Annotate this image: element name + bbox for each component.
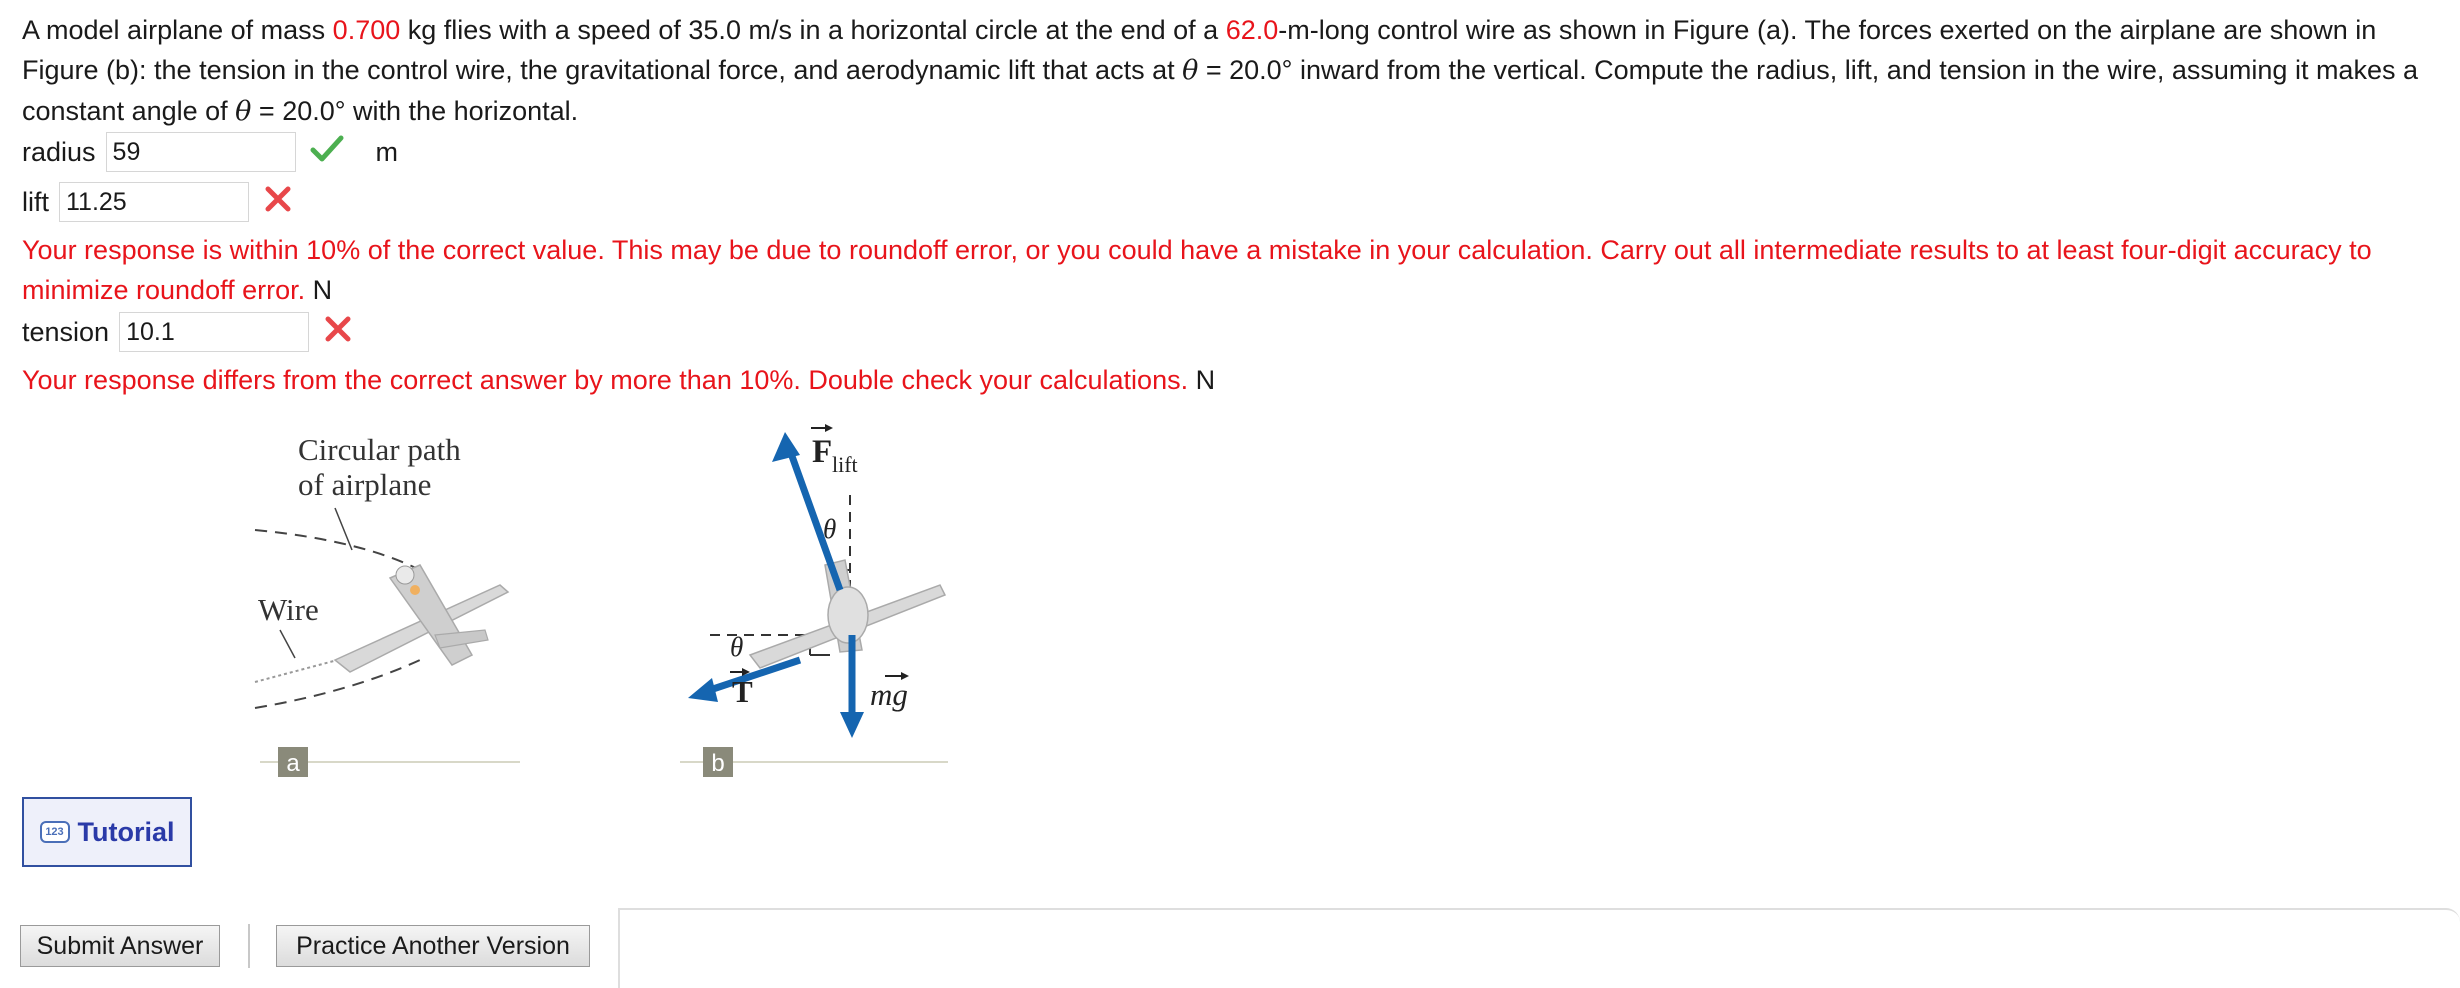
figure-a (255, 432, 520, 777)
lift-input[interactable] (59, 182, 249, 222)
problem-text: A model airplane of mass (22, 15, 333, 45)
bottom-panel (618, 908, 2460, 988)
lift-vector-label: F (812, 434, 833, 470)
lift-label: lift (22, 186, 49, 217)
tension-feedback (22, 360, 2442, 400)
weight-arrowhead (840, 712, 864, 738)
wire-label: Wire (258, 592, 319, 627)
lift-unit: N (312, 275, 333, 305)
problem-statement (22, 10, 2442, 132)
radius-label: radius (22, 136, 96, 167)
theta-label-vertical: θ (823, 514, 837, 544)
lift-subscript: lift (832, 452, 858, 477)
wire-length-value: 62.0 (1225, 15, 1279, 45)
cross-icon (263, 184, 293, 221)
tension-label: tension (22, 316, 110, 347)
theta-symbol: θ (235, 96, 252, 127)
problem-text: = 20.0° with the horizontal. (251, 96, 579, 126)
lift-answer-row (22, 182, 293, 222)
problem-figure (240, 420, 980, 795)
problem-text: kg flies with a speed of 35.0 m/s in a horizontal circle at the end of a (400, 15, 1226, 45)
tension-input[interactable] (119, 312, 309, 352)
lift-feedback-message: Your response is within 10% of the correct value. This may be due to roundoff error, or you could have a mistake in your calculation. Carry out all intermediate results to at least four-digit accuracy to minimize roundoff error. (22, 235, 2372, 305)
figure-a-tag-label: a (286, 750, 300, 777)
theta-label-horizontal: θ (730, 632, 744, 662)
problem-text: -m-long control wire as shown in Figure (a). The forces exerted on the airplane are shown in Figure (b): the tension in the control wire, the gravitational force, and aerodynamic lift that acts at (22, 15, 2377, 85)
tutorial-label: Tutorial (77, 816, 175, 847)
theta-symbol: θ (1182, 55, 1199, 86)
tutorial-icon: 123 (40, 821, 70, 843)
figure-a-caption-line2: of airplane (298, 467, 432, 502)
problem-text: = 20.0° inward from the vertical. Compute the radius, lift, and tension in the wire, assuming it makes a constant angle of (22, 55, 2418, 126)
weight-vector-label: mg (870, 677, 908, 712)
tension-feedback-message: Your response differs from the correct answer by more than 10%. Double check your calculations. (22, 365, 1189, 395)
submit-answer-button[interactable]: Submit Answer (20, 925, 220, 967)
practice-another-version-button[interactable]: Practice Another Version (276, 925, 590, 967)
circular-path-lower (255, 660, 420, 708)
tutorial-button[interactable] (22, 797, 192, 867)
checkmark-icon (310, 134, 344, 171)
tension-arrowhead (688, 678, 718, 702)
lift-feedback (22, 230, 2442, 310)
figure-b-tag-label: b (711, 750, 725, 777)
airplane-b (750, 560, 945, 668)
radius-answer-row (22, 132, 398, 172)
radius-input[interactable] (106, 132, 296, 172)
tension-unit: N (1195, 365, 1216, 395)
tension-answer-row (22, 312, 353, 352)
airplane-a (335, 565, 508, 672)
figure-a-caption-line1: Circular path (298, 432, 461, 467)
tension-vector-label: T (732, 674, 753, 709)
radius-unit: m (375, 136, 399, 167)
mass-value: 0.700 (332, 15, 401, 45)
wire-pointer-line (280, 630, 295, 658)
figure-b (680, 424, 948, 777)
circular-path (255, 530, 420, 570)
button-divider (248, 924, 250, 968)
cross-icon (323, 314, 353, 351)
